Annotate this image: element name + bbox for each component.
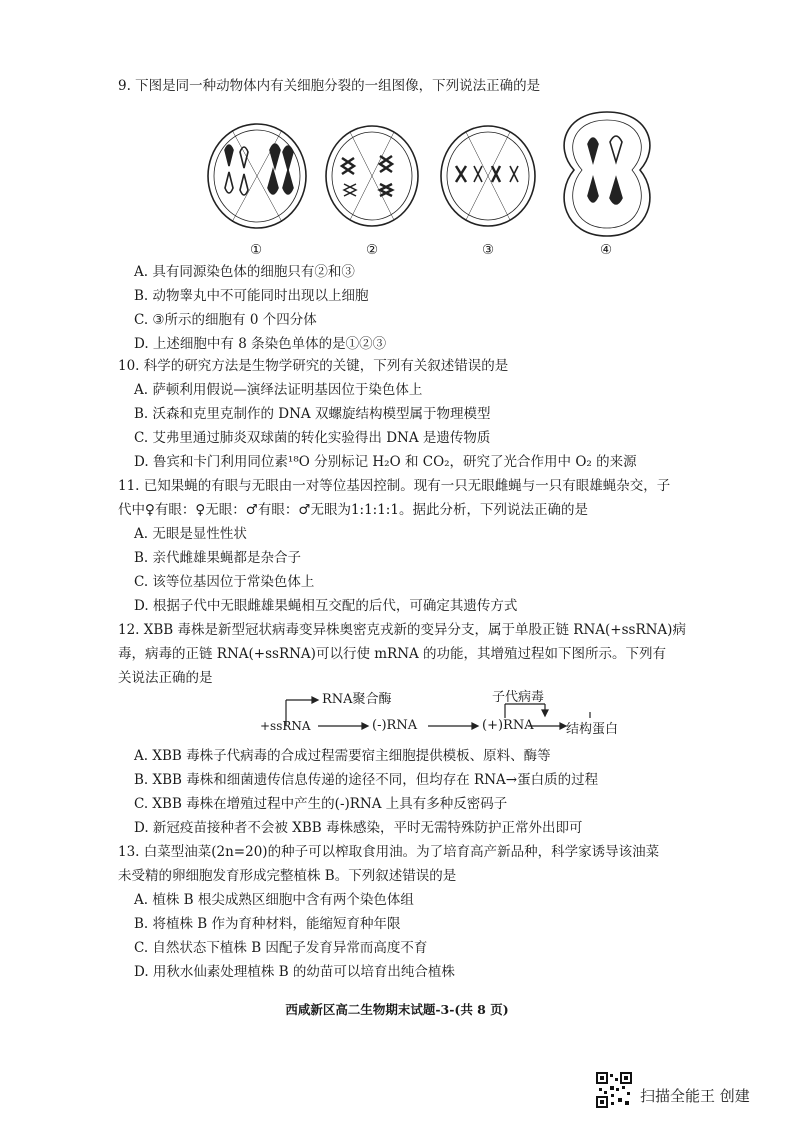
q12-option-d: D. 新冠疫苗接种者不会被 XBB 毒株感染，平时无需特殊防护正常外出即可 [134,820,583,836]
q11-option-b: B. 亲代雌雄果蝇都是杂合子 [134,550,302,566]
scanner-watermark: 扫描全能王 创建 [640,1087,750,1105]
q13-stem-line-2: 未受精的卵细胞发育形成完整植株 B。下列叙述错误的是 [118,868,457,884]
cell-division-figures [0,108,794,258]
page-footer: 西咸新区高二生物期末试题-3-(共 8 页) [285,1002,509,1017]
diagram-enzyme: RNA聚合酶 [322,692,392,707]
q12-stem-line-1: 12. XBB 毒株是新型冠状病毒变异株奥密克戎新的变异分支，属于单股正链 RNA(+ssRNA)病 [118,622,686,638]
q10-stem: 10. 科学的研究方法是生物学研究的关键，下列有关叙述错误的是 [118,358,509,374]
cell-1-icon [208,124,306,228]
cell-3-icon [441,126,535,226]
q11-stem-line-2: 代中♀有眼：♀无眼：♂有眼：♂无眼为1:1:1:1。据此分析，下列说法正确的是 [118,502,588,518]
q12-stem-line-3: 关说法正确的是 [118,670,213,686]
q13-option-a: A. 植株 B 根尖成熟区细胞中含有两个染色体组 [134,892,414,908]
q10-option-a: A. 萨顿利用假说—演绎法证明基因位于染色体上 [134,382,423,398]
q13-option-c: C. 自然状态下植株 B 因配子发育异常而高度不育 [134,940,428,956]
q10-option-c: C. 艾弗里通过肺炎双球菌的转化实验得出 DNA 是遗传物质 [134,430,491,446]
q9-option-b: B. 动物睾丸中不可能同时出现以上细胞 [134,288,369,304]
q9-stem: 9. 下图是同一种动物体内有关细胞分裂的一组图像，下列说法正确的是 [118,78,541,94]
q12-option-a: A. XBB 毒株子代病毒的合成过程需要宿主细胞提供模板、原料、酶等 [134,748,551,764]
figure-label-3: ③ [482,242,495,258]
figure-label-4: ④ [600,242,613,258]
q11-option-a: A. 无眼是显性性状 [134,526,247,542]
figure-label-1: ① [250,242,263,258]
q13-option-b: B. 将植株 B 作为育种材料，能缩短育种年限 [134,916,401,932]
q9-option-c: C. ③所示的细胞有 0 个四分体 [134,312,317,328]
cell-4-icon [564,112,650,236]
q12-option-c: C. XBB 毒株在增殖过程中产生的(-)RNA 上具有多种反密码子 [134,796,508,812]
figure-label-2: ② [366,242,379,258]
cell-2-icon [326,126,418,226]
q10-option-b: B. 沃森和克里克制作的 DNA 双螺旋结构模型属于物理模型 [134,406,491,422]
q12-option-b: B. XBB 毒株和细菌遗传信息传递的途径不同，但均存在 RNA→蛋白质的过程 [134,772,599,788]
q11-option-c: C. 该等位基因位于常染色体上 [134,574,315,590]
q11-stem-line-1: 11. 已知果蝇的有眼与无眼由一对等位基因控制。现有一只无眼雌蝇与一只有眼雄蝇杂交，子 [118,478,671,494]
q11-option-d: D. 根据子代中无眼雌雄果蝇相互交配的后代，可确定其遗传方式 [134,598,518,614]
diagram-protein: 结构蛋白 [566,722,619,737]
diagram-start: +ssRNA [260,719,311,733]
q9-option-d: D. 上述细胞中有 8 条染色单体的是①②③ [134,336,387,352]
q12-stem-line-2: 毒，病毒的正链 RNA(+ssRNA)可以行使 mRNA 的功能，其增殖过程如下图所示。下列有 [118,646,667,662]
q13-stem-line-1: 13. 白菜型油菜(2n=20)的种子可以榨取食用油。为了培育高产新品种，科学家诱导该油菜 [118,844,660,860]
diagram-plus-rna: (+)RNA [482,718,534,733]
diagram-progeny: 子代病毒 [492,690,545,705]
q9-option-a: A. 具有同源染色体的细胞只有②和③ [134,264,355,280]
qr-code-icon [596,1072,632,1108]
q13-option-d: D. 用秋水仙素处理植株 B 的幼苗可以培育出纯合植株 [134,964,455,980]
diagram-minus-rna: (-)RNA [372,718,418,733]
q10-option-d: D. 鲁宾和卡门利用同位素¹⁸O 分别标记 H₂O 和 CO₂，研究了光合作用中 O₂ 的来源 [134,454,637,470]
